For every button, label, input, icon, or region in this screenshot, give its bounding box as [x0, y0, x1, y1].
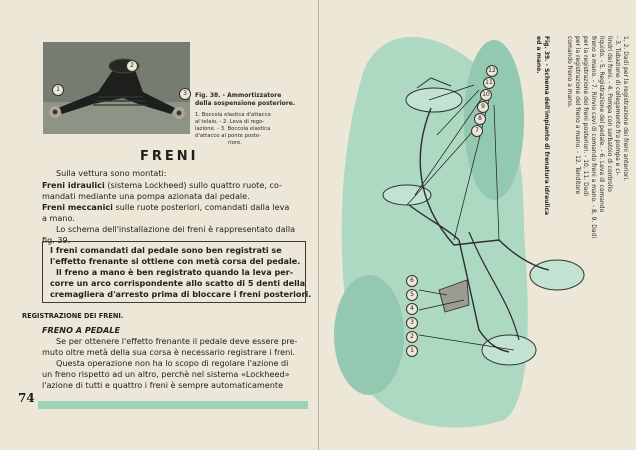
body-line-1: Se per ottenere l'effetto frenante il pedale deve essere pre-	[56, 336, 298, 346]
note-line-3: Il freno a mano è ben registrato quando la leva per-	[56, 267, 294, 277]
body-line-3: Questa operazione non ha lo scopo di regolare l'azione di	[56, 358, 289, 368]
schema-line-2: fig. 39.	[42, 235, 71, 245]
diagram-callout-8: 8	[474, 113, 486, 125]
fig39-caption-line-8: comando freno a mano.	[566, 36, 573, 108]
figure-note-1: 1. Boccola elastica d'attacco	[195, 112, 271, 118]
intro-text: Sulla vettura sono montati:	[56, 168, 167, 178]
subheading: REGISTRAZIONE DEI FRENI.	[22, 312, 124, 320]
fig39-caption-subtitle: ed a mano.	[535, 36, 542, 74]
meccanici-label: Freni meccanici	[42, 202, 113, 212]
idraulici-line-2: mandati mediante una pompa azionata dal pedale.	[42, 191, 250, 201]
fig39-caption-line-2: - 3. Tubazione di collegamento fra pompa e ci-	[614, 36, 621, 176]
meccanici-text-1: sulle ruote posteriori, comandati dalla leva	[112, 202, 290, 212]
fig39-caption-line-4: liquido. - 5. Registrazione del pedale. - 6. Leva di comando	[598, 36, 605, 213]
fig39-caption-line-6: per la registrazione dei freni posteriori. - 10, 11. Dadi	[582, 36, 589, 196]
fig39-caption-line-1: 1, 2. Dadi per la registrazione dei freni anteriori.	[622, 36, 629, 182]
diagram-callout-4: 4	[406, 303, 418, 315]
callout-3: 3	[179, 88, 191, 100]
meccanici-line-2: a mano.	[42, 213, 75, 223]
body-line-5: l'azione di tutti e quattro i freni è sempre automaticamente	[42, 380, 284, 390]
figure-note-5: riore.	[228, 140, 242, 146]
callout-2: 2	[126, 60, 138, 72]
note-line-2: l'effetto frenante si ottiene con metà corsa del pedale.	[50, 256, 301, 266]
idraulici-line-1	[42, 180, 282, 191]
diagram-callout-2: 2	[406, 331, 418, 343]
meccanici-line-1	[42, 202, 289, 213]
diagram-callout-12: 12	[486, 65, 498, 77]
sub-italic-heading: FRENO A PEDALE	[42, 325, 120, 335]
note-line-4: corre un arco corrispondente allo scatto di 5 denti della	[50, 278, 306, 288]
diagram-callout-7: 7	[471, 125, 483, 137]
fig39-caption-line-7: per la registrazione del freno a mano. - 12. Tenditore	[574, 36, 581, 195]
diagram-callout-11: 11	[483, 77, 495, 89]
diagram-callout-3: 3	[406, 317, 418, 329]
figure-caption-subtitle: della sospensione posteriore.	[195, 100, 296, 107]
diagram-callout-6: 6	[406, 275, 418, 287]
diagram-callout-10: 10	[480, 89, 492, 101]
note-line-5: cremagliera d'arresto prima di bloccare i freni posteriori.	[50, 289, 312, 299]
idraulici-label: Freni idraulici	[42, 180, 105, 190]
body-line-2: muto oltre metà della sua corsa è necessario registrare i freni.	[42, 347, 296, 357]
fig39-caption-line-5: freno a mano. - 7. Rinvio cavi di comando freni a mano. - 8, 9. Dadi	[590, 36, 597, 239]
section-title: FRENI	[140, 149, 199, 164]
figure-note-4: d'attacco al ponte poste-	[195, 133, 262, 139]
diagram-callout-5: 5	[406, 289, 418, 301]
fig39-caption-title: Fig. 39. - Schema dell'impianto di frenatura idraulica	[543, 36, 550, 216]
footer-bar	[38, 401, 308, 409]
diagram-callout-1: 1	[406, 345, 418, 357]
fig39-caption-line-3: lindri dei freni. - 4. Pompa con serbatoio di controllo	[606, 36, 613, 192]
page-number: 74	[18, 391, 35, 405]
schema-line-1: Lo schema dell'installazione dei freni è rappresentato dalla	[56, 224, 296, 234]
callout-1: 1	[52, 84, 64, 96]
figure-caption-title: Fig. 38. - Ammortizzatore	[195, 92, 282, 99]
figure-note-2: al telaio. - 2. Leva di rego-	[195, 119, 265, 125]
body-line-4: un freno rispetto ad un altro, perchè nel sistema «Lockheed»	[42, 369, 290, 379]
diagram-callout-9: 9	[477, 101, 489, 113]
note-line-1: I freni comandati dal pedale sono ben registrati se	[50, 245, 282, 255]
idraulici-text-1: (sistema Lockheed) sullo quattro ruote, co-	[104, 180, 282, 190]
shock-absorber-photo	[43, 42, 190, 134]
figure-note-3: lazione. - 3. Boccola elastica	[195, 126, 271, 132]
right-page	[319, 0, 636, 450]
